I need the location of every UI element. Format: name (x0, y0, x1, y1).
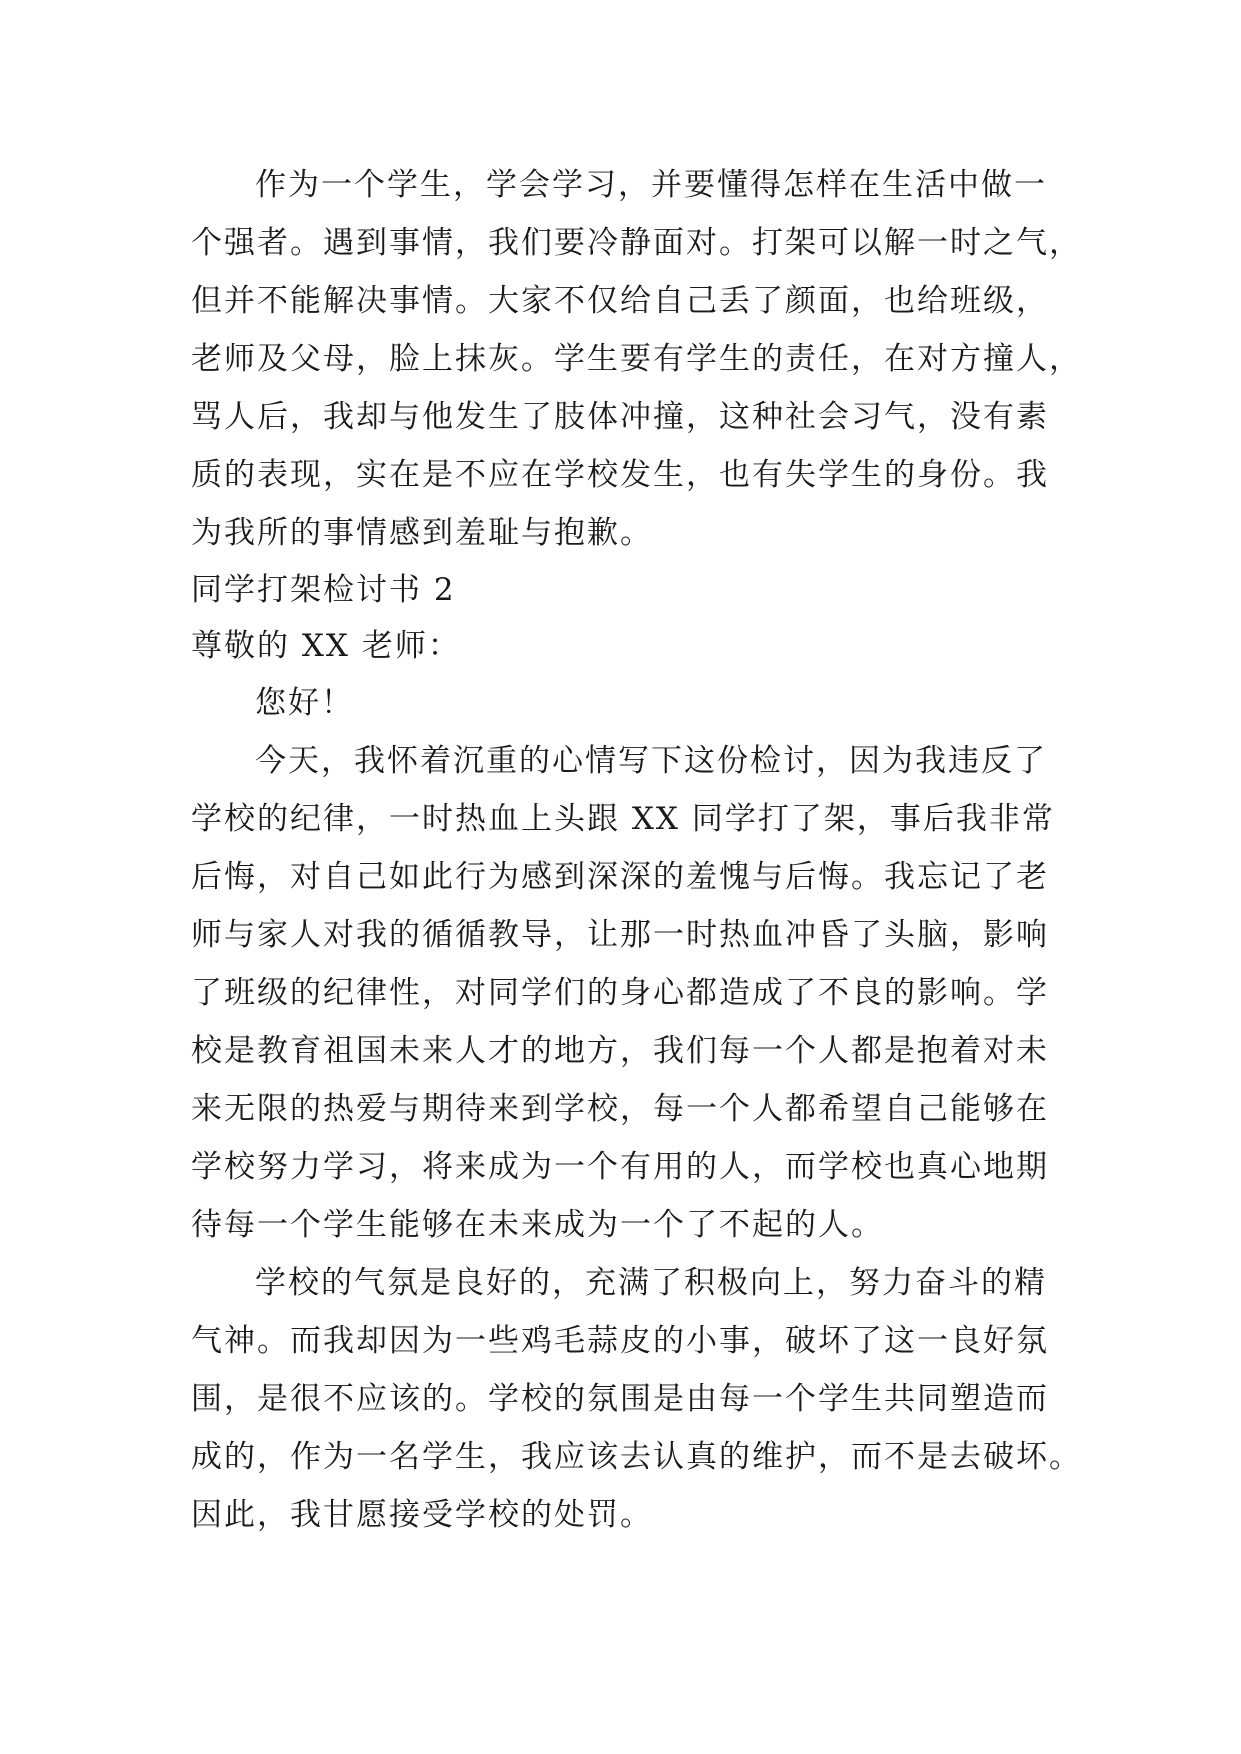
text-line: 老师及父母，脸上抹灰。学生要有学生的责任，在对方撞人， (191, 341, 1082, 377)
text-line: 气神。而我却因为一些鸡毛蒜皮的小事，破坏了这一良好氛 (191, 1323, 1049, 1359)
text-line: 骂人后，我却与他发生了肢体冲撞，这种社会习气，没有素 (191, 399, 1049, 435)
text-line: 学校的纪律，一时热血上头跟 XX 同学打了架，事后我非常 (191, 801, 1055, 837)
text-line: 今天，我怀着沉重的心情写下这份检讨，因为我违反了 (255, 743, 1047, 779)
paragraph-2 (191, 732, 1055, 1254)
text-line: 成的，作为一名学生，我应该去认真的维护，而不是去破坏。 (191, 1439, 1082, 1475)
text-line: 来无限的热爱与期待来到学校，每一个人都希望自己能够在 (191, 1091, 1049, 1127)
document-body (191, 156, 1082, 1544)
text-line: 个强者。遇到事情，我们要冷静面对。打架可以解一时之气， (191, 225, 1082, 261)
greeting: 您好！ (255, 685, 354, 721)
text-line: 学校的气氛是良好的，充满了积极向上，努力奋斗的精 (255, 1265, 1047, 1301)
text-line: 但并不能解决事情。大家不仅给自己丢了颜面，也给班级， (191, 283, 1049, 319)
text-line: 因此，我甘愿接受学校的处罚。 (191, 1497, 653, 1533)
text-line: 了班级的纪律性，对同学们的身心都造成了不良的影响。学 (191, 975, 1049, 1011)
text-line: 围，是很不应该的。学校的氛围是由每一个学生共同塑造而 (191, 1381, 1049, 1417)
text-line: 校是教育祖国未来人才的地方，我们每一个人都是抱着对未 (191, 1033, 1049, 1069)
section-heading: 同学打架检讨书 2 (191, 572, 456, 608)
text-line: 为我所的事情感到羞耻与抱歉。 (191, 515, 653, 551)
paragraph-1 (191, 156, 1082, 562)
text-line: 师与家人对我的循循教导，让那一时热血冲昏了头脑，影响 (191, 917, 1049, 953)
text-line: 后悔，对自己如此行为感到深深的羞愧与后悔。我忘记了老 (191, 859, 1049, 895)
salutation: 尊敬的 XX 老师： (191, 628, 461, 664)
text-line: 作为一个学生，学会学习，并要懂得怎样在生活中做一 (255, 167, 1047, 203)
paragraph-3 (191, 1254, 1082, 1544)
text-line: 质的表现，实在是不应在学校发生，也有失学生的身份。我 (191, 457, 1049, 493)
text-line: 学校努力学习，将来成为一个有用的人，而学校也真心地期 (191, 1149, 1049, 1185)
text-line: 待每一个学生能够在未来成为一个了不起的人。 (191, 1207, 884, 1243)
